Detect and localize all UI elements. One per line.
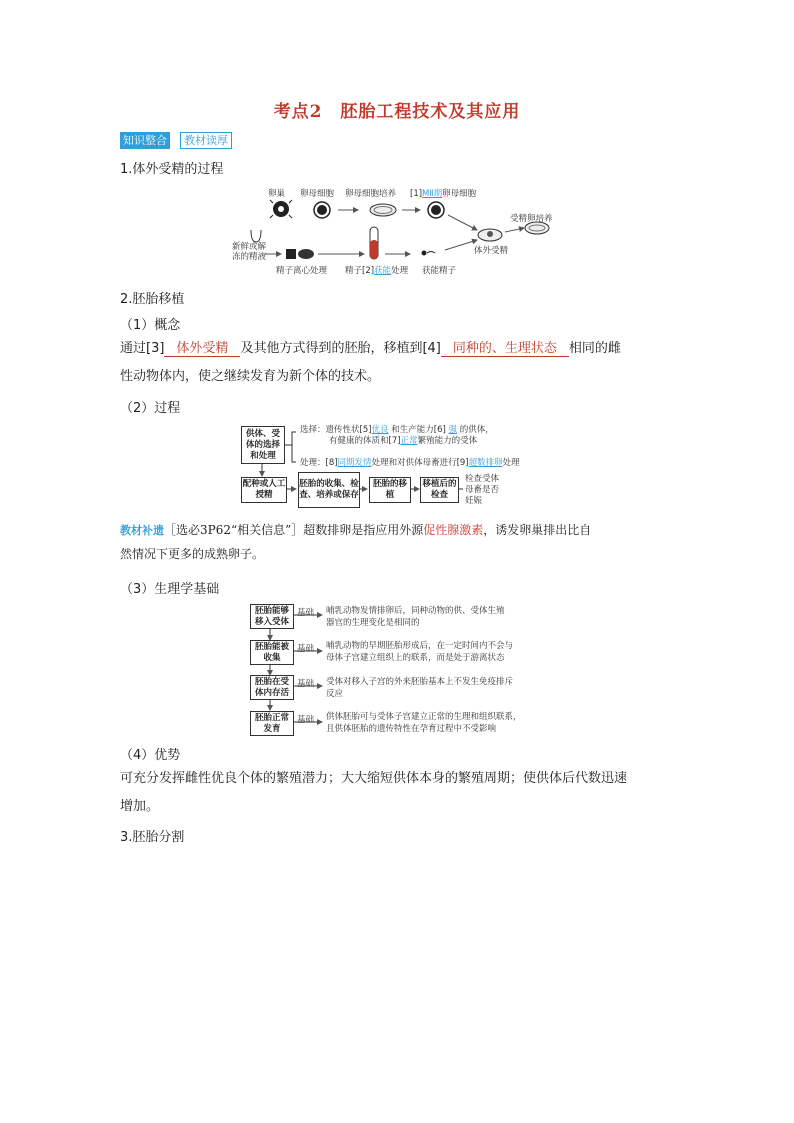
adv-heading: （4）优势	[120, 748, 181, 763]
label-fert-culture: 受精卵培养	[510, 214, 553, 224]
phys-box-4: 胚胎正常发育	[250, 711, 294, 736]
phys-box-1: 胚胎能够移入受体	[250, 604, 294, 629]
page-title: 考点2 胚胎工程技术及其应用	[273, 102, 521, 122]
answer-4: 同种的、生理状态	[441, 341, 569, 357]
concept-line1: 通过[3] 体外受精 及其他方式得到的胚胎，移植到[4] 同种的、生理状态 相同的雌	[120, 341, 621, 356]
phys-box-3: 胚胎在受体内存活	[250, 675, 294, 700]
label-ovary: 卵巢	[268, 189, 286, 199]
adv-line1: 可充分发挥雌性优良个体的繁殖潜力；大大缩短供体本身的繁殖周期；使供体后代数迅速	[120, 771, 628, 786]
flow-select-line2: 有健康的体质和[7]正常繁殖能力的受体	[329, 436, 478, 446]
answer-3: 体外受精	[164, 341, 240, 357]
note-line2: 然情况下更多的成熟卵子。	[120, 547, 265, 561]
flow-box-breeding: 配种或人工授精	[241, 477, 287, 503]
badge-textbook: 教材读厚	[180, 132, 232, 149]
concept-line2: 性动物体内，使之继续发育为新个体的技术。	[120, 369, 381, 384]
sec3-heading: 3.胚胎分割	[120, 830, 185, 845]
phys-text-3: 受体对移入子宫的外来胚胎基本上不发生免疫排斥 反应	[326, 677, 514, 699]
flow-box-transfer: 胚胎的移植	[369, 477, 411, 503]
sec2-heading: 2.胚胎移植	[120, 292, 185, 307]
flow-box-check: 移植后的检查	[420, 477, 459, 503]
note-tag: 教材补遗	[120, 524, 164, 537]
process-heading: （2）过程	[120, 401, 181, 416]
label-capacitation: 精子[2]获能处理	[345, 266, 409, 276]
sec1-heading: 1.体外受精的过程	[120, 162, 224, 177]
note-line1: 教材补遗［选必3P62“相关信息”］超数排卵是指应用外源促性腺激素，诱发卵巢排出比自	[120, 523, 592, 537]
label-mii: [1]MⅡ期卵母细胞	[410, 189, 477, 199]
flow-box-collect: 胚胎的收集、检查、培养或保存	[298, 472, 360, 508]
phys-box-2: 胚胎能被收集	[250, 640, 294, 665]
flow-select-line1: 选择：遗传性状[5]优良 和生产能力[6] 强 的供体，	[300, 425, 494, 435]
phys-text-2: 哺乳动物的早期胚胎形成后，在一定时间内不会与 母体子宫建立组织上的联系，而是处于游离状态	[326, 641, 514, 663]
label-centrifuge: 精子离心处理	[276, 266, 328, 276]
flow-check-text: 检查受体 母畜是否 妊娠	[465, 474, 500, 506]
label-culture: 卵母细胞培养	[345, 189, 397, 199]
phys-text-4: 供体胚胎可与受体子宫建立正常的生理和组织联系， 且供体胚胎的遗传特性在孕育过程中不受影响	[326, 712, 522, 734]
phys-key-2: 基础	[297, 644, 315, 654]
label-got-sperm: 获能精子	[422, 266, 457, 276]
phys-key-3: 基础	[297, 679, 315, 689]
phys-text-1: 哺乳动物发情排卵后，同种动物的供、受体生殖 器官的生理变化是相同的	[326, 606, 505, 628]
phys-heading: （3）生理学基础	[120, 582, 220, 597]
label-oocyte: 卵母细胞	[300, 189, 335, 199]
badge-knowledge: 知识整合	[120, 132, 170, 149]
label-ivf: 体外受精	[474, 246, 509, 256]
flow-treatment: 处理：[8]同期发情处理和对供体母畜进行[9]超数排卵处理	[300, 458, 520, 468]
concept-heading: （1）概念	[120, 318, 181, 333]
label-semen: 新鲜或解冻的精液	[232, 242, 267, 262]
phys-key-1: 基础	[297, 608, 315, 618]
phys-key-4: 基础	[297, 715, 315, 725]
adv-line2: 增加。	[120, 799, 160, 814]
flow-box-donor: 供体、受体的选择和处理	[241, 426, 285, 464]
